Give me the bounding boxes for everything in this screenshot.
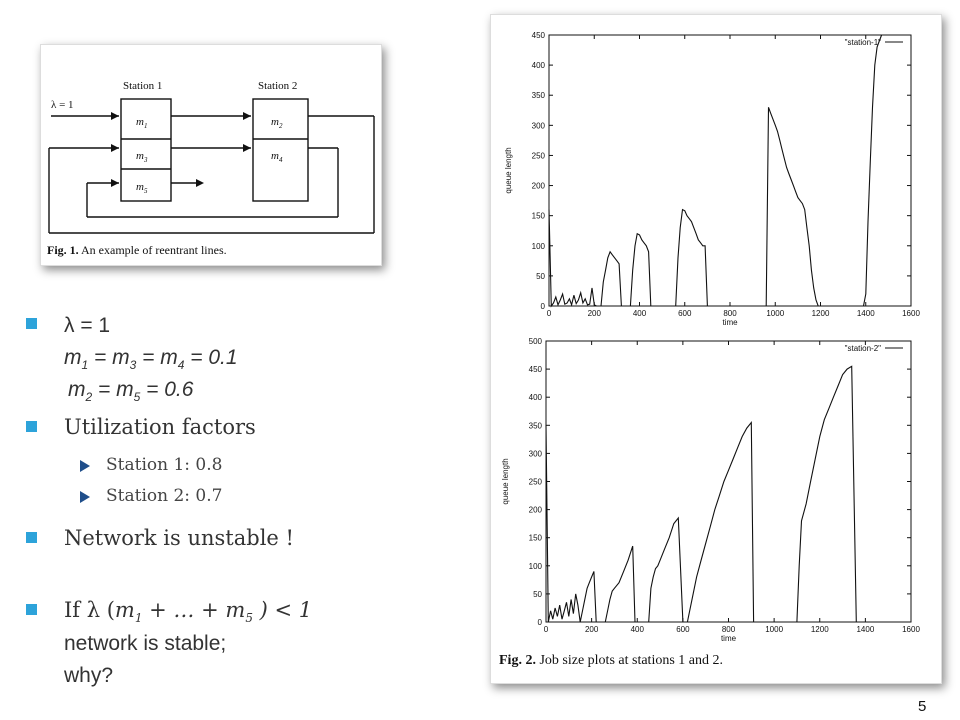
x-tick-label: 1600 (902, 309, 920, 318)
bullet-marker (26, 604, 37, 615)
stability-line-3: why? (64, 664, 114, 687)
y-tick-label: 400 (528, 393, 542, 403)
x-tick-label: 400 (632, 309, 647, 318)
stability-line-2: network is stable; (64, 632, 227, 655)
y-tick-label: 500 (528, 337, 542, 346)
y-tick-label: 400 (531, 61, 545, 71)
x-tick-label: 400 (630, 625, 644, 634)
plot-frame (549, 35, 911, 306)
y-axis-label: queue length (501, 458, 510, 505)
series-line-station-2 (546, 366, 911, 622)
y-tick-label: 200 (531, 181, 545, 191)
lambda-label: λ = 1 (51, 99, 74, 111)
y-tick-label: 100 (528, 561, 542, 571)
x-tick-label: 800 (721, 625, 736, 634)
x-tick-label: 1400 (856, 625, 875, 634)
bullet-marker (26, 318, 37, 329)
utilization-heading: Utilization factors (64, 415, 256, 439)
y-tick-label: 300 (531, 121, 545, 131)
station-2-label: Station 2 (258, 80, 298, 92)
m3-label: m (136, 150, 144, 162)
x-tick-label: 200 (587, 309, 601, 318)
x-axis-label: time (720, 634, 737, 643)
m2-label: m (271, 116, 279, 128)
y-tick-label: 450 (528, 365, 542, 375)
station-2-box (253, 99, 308, 201)
station-1-utilization: Station 1: 0.8 (106, 455, 223, 475)
x-axis-label: time (722, 318, 738, 327)
y-tick-label: 250 (531, 151, 545, 161)
m-equation-2: $m_2 = m_5 = 0.6$ (68, 378, 194, 405)
sub-bullet-marker (80, 491, 90, 503)
x-tick-label: 800 (723, 309, 737, 318)
figure-2 (490, 14, 942, 684)
m-equation-1: $m_1 = m_3 = m_4 = 0.1$ (64, 346, 238, 373)
m4-label: m (271, 150, 279, 162)
x-tick-label: 600 (676, 625, 690, 634)
stability-condition: If λ ($m_1$ + … + $m_5$ ) < 1 (64, 598, 313, 626)
lambda-bullet: λ = 1 (64, 314, 111, 337)
x-tick-label: 200 (584, 625, 599, 634)
svg-text:m1: $m_1$ (136, 116, 148, 130)
y-tick-label: 150 (531, 211, 545, 221)
plot-frame (546, 341, 911, 622)
job-size-plots (491, 15, 941, 645)
y-tick-label: 50 (536, 271, 545, 281)
bullet-marker (26, 532, 37, 543)
y-tick-label: 0 (537, 618, 542, 627)
x-tick-label: 1200 (811, 309, 830, 318)
x-tick-label: 1400 (856, 309, 875, 318)
y-tick-label: 350 (528, 421, 542, 431)
m1-label: m (136, 116, 144, 128)
sub-bullet-marker (80, 460, 90, 472)
legend-label: "station-1" (844, 38, 881, 47)
figure-2-caption: Fig. 2. Job size plots at stations 1 and 2. (499, 653, 723, 668)
y-tick-label: 50 (533, 589, 542, 599)
page-number: 5 (918, 698, 927, 715)
svg-text:m5: $m_5$ (136, 181, 148, 195)
network-unstable: Network is unstable ! (64, 526, 294, 550)
x-tick-label: 1600 (902, 625, 920, 634)
y-tick-label: 0 (540, 302, 545, 311)
svg-text:m2: $m_2$ (271, 116, 283, 130)
y-axis-label: queue length (504, 147, 513, 194)
series-line-station-1 (549, 35, 882, 306)
x-tick-label: 1000 (766, 309, 785, 318)
station-2-utilization: Station 2: 0.7 (106, 486, 223, 506)
y-tick-label: 350 (531, 91, 545, 101)
x-tick-label: 0 (546, 309, 552, 318)
bullet-marker (26, 421, 37, 432)
legend-label: "station-2" (844, 344, 881, 353)
y-tick-label: 200 (528, 505, 542, 515)
station-1-label: Station 1 (123, 80, 163, 92)
station-1-box (121, 99, 171, 201)
x-tick-label: 0 (543, 625, 549, 634)
y-tick-label: 100 (531, 241, 545, 251)
m5-label: m (136, 181, 144, 193)
x-tick-label: 1200 (810, 625, 829, 634)
x-tick-label: 600 (678, 309, 692, 318)
figure-1-caption: Fig. 1. An example of reentrant lines. (47, 243, 227, 257)
y-tick-label: 250 (528, 477, 542, 487)
svg-text:m4: $m_4$ (271, 150, 283, 164)
y-tick-label: 450 (531, 31, 545, 40)
y-tick-label: 150 (528, 533, 542, 543)
svg-text:m3: $m_3$ (136, 150, 148, 164)
figure-1 (40, 44, 382, 266)
x-tick-label: 1000 (765, 625, 784, 634)
y-tick-label: 300 (528, 449, 542, 459)
reentrant-line-diagram (41, 45, 381, 265)
